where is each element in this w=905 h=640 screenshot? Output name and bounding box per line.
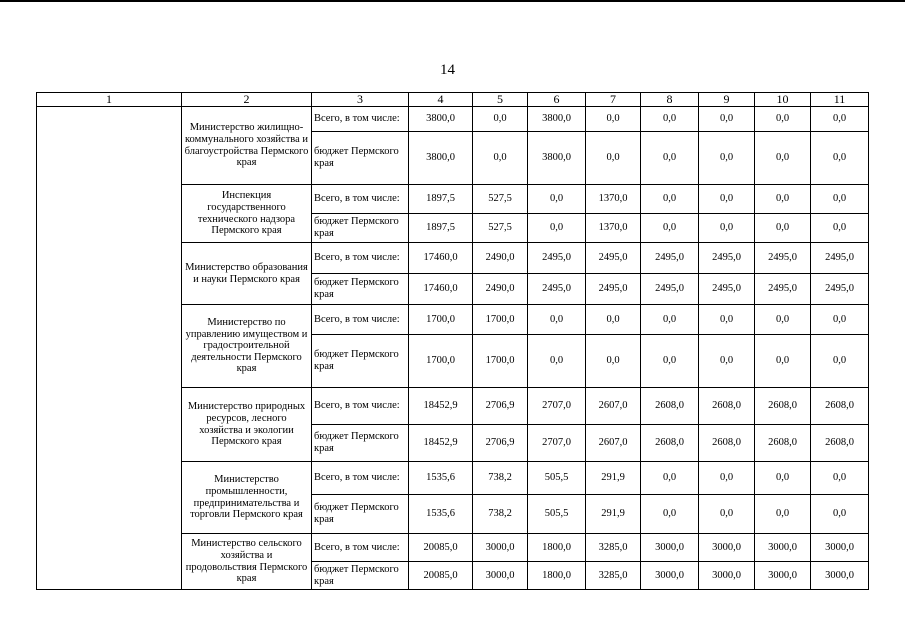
value-cell-col-8: 2608,0 — [641, 425, 699, 462]
value-cell-col-6: 3800,0 — [528, 132, 586, 185]
row-label: Всего, в том числе: — [312, 462, 409, 495]
value-cell-col-9: 0,0 — [699, 305, 755, 335]
value-cell-col-10: 2495,0 — [755, 274, 811, 305]
value-cell-col-10: 0,0 — [755, 185, 811, 214]
value-cell-col-6: 2707,0 — [528, 425, 586, 462]
value-cell-col-4: 20085,0 — [409, 534, 473, 562]
row-label: бюджет Пермского края — [312, 214, 409, 243]
value-cell-col-4: 17460,0 — [409, 274, 473, 305]
value-cell-col-10: 0,0 — [755, 132, 811, 185]
value-cell-col-11: 2495,0 — [811, 274, 869, 305]
value-cell-col-11: 0,0 — [811, 335, 869, 388]
value-cell-col-9: 2495,0 — [699, 243, 755, 274]
value-cell-col-11: 3000,0 — [811, 562, 869, 590]
value-cell-col-5: 1700,0 — [473, 335, 528, 388]
value-cell-col-7: 0,0 — [586, 107, 641, 132]
value-cell-col-9: 0,0 — [699, 185, 755, 214]
value-cell-col-5: 1700,0 — [473, 305, 528, 335]
value-cell-col-11: 2608,0 — [811, 388, 869, 425]
row-label: Всего, в том числе: — [312, 534, 409, 562]
value-cell-col-6: 505,5 — [528, 495, 586, 534]
row-label: Всего, в том числе: — [312, 107, 409, 132]
value-cell-col-8: 3000,0 — [641, 562, 699, 590]
value-cell-col-7: 1370,0 — [586, 185, 641, 214]
column-header-10: 10 — [755, 93, 811, 107]
value-cell-col-4: 17460,0 — [409, 243, 473, 274]
value-cell-col-5: 2490,0 — [473, 243, 528, 274]
row-label: бюджет Пермского края — [312, 562, 409, 590]
value-cell-col-9: 2495,0 — [699, 274, 755, 305]
column-header-5: 5 — [473, 93, 528, 107]
column-header-3: 3 — [312, 93, 409, 107]
value-cell-col-4: 1535,6 — [409, 495, 473, 534]
value-cell-col-7: 2495,0 — [586, 243, 641, 274]
organization-name: Министерство промышленности, предпринимательства и торговли Пермского края — [182, 462, 312, 534]
value-cell-col-8: 0,0 — [641, 495, 699, 534]
value-cell-col-7: 2495,0 — [586, 274, 641, 305]
organization-name: Министерство природных ресурсов, лесного хозяйства и экологии Пермского края — [182, 388, 312, 462]
value-cell-col-5: 2490,0 — [473, 274, 528, 305]
column-1-empty-cell — [37, 107, 182, 590]
value-cell-col-4: 1700,0 — [409, 335, 473, 388]
value-cell-col-11: 0,0 — [811, 132, 869, 185]
value-cell-col-6: 2495,0 — [528, 274, 586, 305]
organization-name: Министерство по управлению имуществом и градостроительной деятельности Пермского края — [182, 305, 312, 388]
value-cell-col-8: 0,0 — [641, 214, 699, 243]
value-cell-col-4: 3800,0 — [409, 107, 473, 132]
value-cell-col-11: 0,0 — [811, 305, 869, 335]
value-cell-col-7: 3285,0 — [586, 534, 641, 562]
table-row — [37, 107, 869, 132]
value-cell-col-11: 2495,0 — [811, 243, 869, 274]
value-cell-col-8: 0,0 — [641, 462, 699, 495]
value-cell-col-10: 0,0 — [755, 107, 811, 132]
value-cell-col-9: 2608,0 — [699, 388, 755, 425]
value-cell-col-10: 0,0 — [755, 305, 811, 335]
value-cell-col-6: 1800,0 — [528, 534, 586, 562]
value-cell-col-4: 18452,9 — [409, 388, 473, 425]
value-cell-col-9: 2608,0 — [699, 425, 755, 462]
value-cell-col-7: 2607,0 — [586, 388, 641, 425]
organization-name: Министерство сельского хозяйства и продовольствия Пермского края — [182, 534, 312, 590]
value-cell-col-11: 3000,0 — [811, 534, 869, 562]
value-cell-col-5: 2706,9 — [473, 425, 528, 462]
row-label: бюджет Пермского края — [312, 274, 409, 305]
value-cell-col-9: 3000,0 — [699, 534, 755, 562]
value-cell-col-10: 0,0 — [755, 335, 811, 388]
value-cell-col-5: 738,2 — [473, 495, 528, 534]
row-label: Всего, в том числе: — [312, 185, 409, 214]
row-label: бюджет Пермского края — [312, 335, 409, 388]
value-cell-col-8: 0,0 — [641, 107, 699, 132]
value-cell-col-4: 1700,0 — [409, 305, 473, 335]
value-cell-col-10: 0,0 — [755, 214, 811, 243]
value-cell-col-10: 3000,0 — [755, 534, 811, 562]
value-cell-col-7: 0,0 — [586, 305, 641, 335]
value-cell-col-5: 2706,9 — [473, 388, 528, 425]
value-cell-col-8: 2495,0 — [641, 274, 699, 305]
value-cell-col-10: 3000,0 — [755, 562, 811, 590]
value-cell-col-10: 2608,0 — [755, 425, 811, 462]
value-cell-col-7: 2607,0 — [586, 425, 641, 462]
value-cell-col-5: 0,0 — [473, 132, 528, 185]
value-cell-col-11: 0,0 — [811, 107, 869, 132]
value-cell-col-5: 527,5 — [473, 214, 528, 243]
value-cell-col-6: 0,0 — [528, 214, 586, 243]
value-cell-col-7: 291,9 — [586, 495, 641, 534]
value-cell-col-8: 2608,0 — [641, 388, 699, 425]
value-cell-col-6: 1800,0 — [528, 562, 586, 590]
value-cell-col-10: 0,0 — [755, 495, 811, 534]
value-cell-col-5: 3000,0 — [473, 534, 528, 562]
value-cell-col-9: 0,0 — [699, 214, 755, 243]
value-cell-col-10: 2495,0 — [755, 243, 811, 274]
column-header-4: 4 — [409, 93, 473, 107]
value-cell-col-9: 0,0 — [699, 107, 755, 132]
value-cell-col-9: 0,0 — [699, 462, 755, 495]
value-cell-col-9: 0,0 — [699, 335, 755, 388]
value-cell-col-6: 2707,0 — [528, 388, 586, 425]
value-cell-col-6: 505,5 — [528, 462, 586, 495]
value-cell-col-7: 1370,0 — [586, 214, 641, 243]
value-cell-col-6: 0,0 — [528, 305, 586, 335]
value-cell-col-10: 0,0 — [755, 462, 811, 495]
value-cell-col-10: 2608,0 — [755, 388, 811, 425]
value-cell-col-4: 1535,6 — [409, 462, 473, 495]
value-cell-col-6: 0,0 — [528, 185, 586, 214]
value-cell-col-4: 1897,5 — [409, 214, 473, 243]
value-cell-col-5: 0,0 — [473, 107, 528, 132]
row-label: Всего, в том числе: — [312, 388, 409, 425]
value-cell-col-11: 0,0 — [811, 214, 869, 243]
value-cell-col-4: 3800,0 — [409, 132, 473, 185]
value-cell-col-8: 3000,0 — [641, 534, 699, 562]
value-cell-col-4: 1897,5 — [409, 185, 473, 214]
value-cell-col-8: 0,0 — [641, 305, 699, 335]
value-cell-col-8: 0,0 — [641, 132, 699, 185]
row-label: бюджет Пермского края — [312, 425, 409, 462]
column-header-row — [37, 93, 869, 107]
top-border-line — [0, 0, 905, 2]
row-label: Всего, в том числе: — [312, 243, 409, 274]
value-cell-col-5: 527,5 — [473, 185, 528, 214]
value-cell-col-6: 3800,0 — [528, 107, 586, 132]
column-header-9: 9 — [699, 93, 755, 107]
row-label: бюджет Пермского края — [312, 495, 409, 534]
value-cell-col-5: 3000,0 — [473, 562, 528, 590]
value-cell-col-11: 0,0 — [811, 185, 869, 214]
row-label: Всего, в том числе: — [312, 305, 409, 335]
value-cell-col-6: 0,0 — [528, 335, 586, 388]
value-cell-col-9: 3000,0 — [699, 562, 755, 590]
value-cell-col-11: 0,0 — [811, 462, 869, 495]
value-cell-col-8: 0,0 — [641, 185, 699, 214]
value-cell-col-6: 2495,0 — [528, 243, 586, 274]
value-cell-col-7: 291,9 — [586, 462, 641, 495]
column-header-1: 1 — [37, 93, 182, 107]
value-cell-col-11: 0,0 — [811, 495, 869, 534]
value-cell-col-5: 738,2 — [473, 462, 528, 495]
value-cell-col-11: 2608,0 — [811, 425, 869, 462]
value-cell-col-9: 0,0 — [699, 132, 755, 185]
value-cell-col-8: 0,0 — [641, 335, 699, 388]
organization-name: Министерство жилищно-коммунального хозяйства и благоустройства Пермского края — [182, 107, 312, 185]
organization-name: Инспекция государственного технического надзора Пермского края — [182, 185, 312, 243]
column-header-2: 2 — [182, 93, 312, 107]
column-header-8: 8 — [641, 93, 699, 107]
value-cell-col-4: 18452,9 — [409, 425, 473, 462]
row-label: бюджет Пермского края — [312, 132, 409, 185]
column-header-6: 6 — [528, 93, 586, 107]
value-cell-col-9: 0,0 — [699, 495, 755, 534]
column-header-7: 7 — [586, 93, 641, 107]
budget-table — [36, 92, 869, 590]
value-cell-col-7: 0,0 — [586, 132, 641, 185]
value-cell-col-7: 3285,0 — [586, 562, 641, 590]
value-cell-col-7: 0,0 — [586, 335, 641, 388]
organization-name: Министерство образования и науки Пермского края — [182, 243, 312, 305]
page-number: 14 — [440, 62, 455, 78]
value-cell-col-8: 2495,0 — [641, 243, 699, 274]
column-header-11: 11 — [811, 93, 869, 107]
value-cell-col-4: 20085,0 — [409, 562, 473, 590]
